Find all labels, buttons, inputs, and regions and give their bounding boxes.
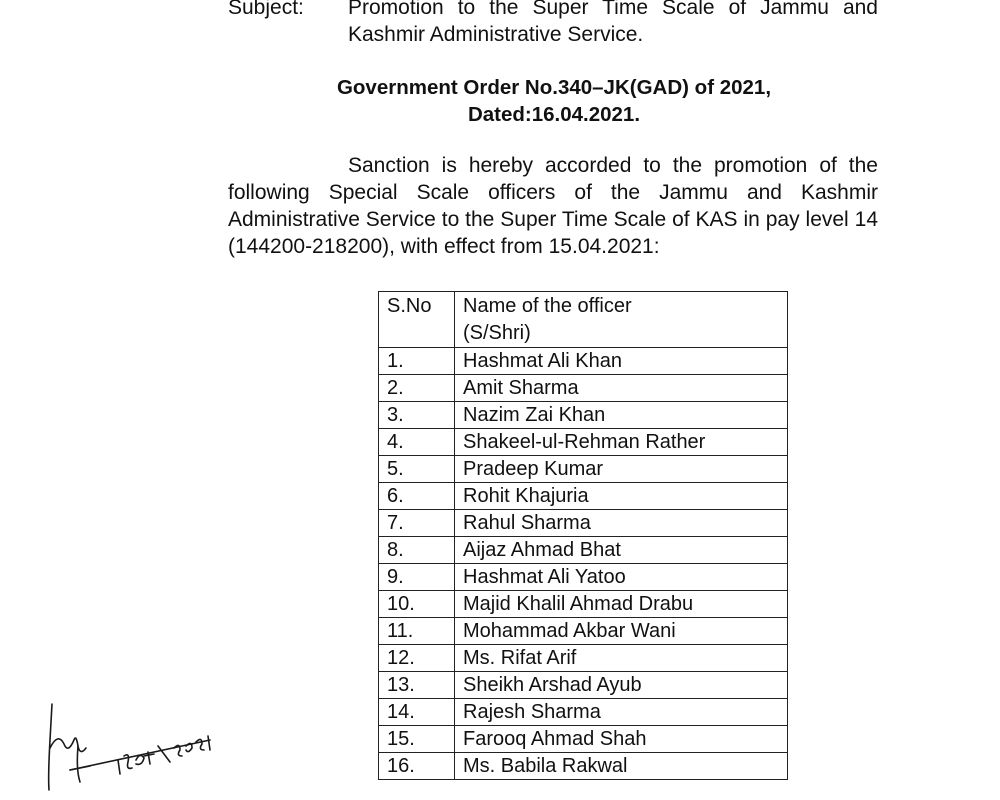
officer-sno: 11. — [379, 618, 455, 645]
officer-name: Hashmat Ali Yatoo — [455, 564, 788, 591]
table-row — [379, 348, 788, 375]
table-row — [379, 753, 788, 780]
officer-name: Mohammad Akbar Wani — [455, 618, 788, 645]
officer-name: Hashmat Ali Khan — [455, 348, 788, 375]
officer-sno: 8. — [379, 537, 455, 564]
officer-sno: 1. — [379, 348, 455, 375]
officer-sno: 7. — [379, 510, 455, 537]
table-row — [379, 402, 788, 429]
officer-sno: 12. — [379, 645, 455, 672]
officer-sno: 10. — [379, 591, 455, 618]
officer-sno: 6. — [379, 483, 455, 510]
table-row — [379, 537, 788, 564]
officer-name: Pradeep Kumar — [455, 456, 788, 483]
officer-name: Farooq Ahmad Shah — [455, 726, 788, 753]
officers-table — [378, 291, 788, 780]
officer-name: Amit Sharma — [455, 375, 788, 402]
handwritten-signature — [30, 690, 215, 795]
officer-name: Aijaz Ahmad Bhat — [455, 537, 788, 564]
officer-name: Ms. Babila Rakwal — [455, 753, 788, 780]
officer-sno: 5. — [379, 456, 455, 483]
sno-header: S.No — [379, 292, 455, 348]
table-row — [379, 699, 788, 726]
officer-sno: 9. — [379, 564, 455, 591]
table-row — [379, 429, 788, 456]
officer-sno: 3. — [379, 402, 455, 429]
officer-sno: 14. — [379, 699, 455, 726]
order-heading — [228, 74, 880, 128]
officer-sno: 15. — [379, 726, 455, 753]
officer-sno: 2. — [379, 375, 455, 402]
officer-name: Shakeel-ul-Rehman Rather — [455, 429, 788, 456]
order-number: Government Order No.340–JK(GAD) of 2021, — [336, 76, 772, 99]
table-header-row — [379, 292, 788, 348]
table-row — [379, 456, 788, 483]
order-date: Dated:16.04.2021. — [467, 103, 641, 126]
officer-name-header-line1: Name of the officer — [463, 295, 632, 317]
table-row — [379, 672, 788, 699]
subject-text: Promotion to the Super Time Scale of Jammu and Kashmir Administrative Service. — [348, 0, 878, 46]
table-row — [379, 375, 788, 402]
officer-name-header-line2: (S/Shri) — [463, 322, 531, 344]
table-row — [379, 564, 788, 591]
table-row — [379, 510, 788, 537]
officer-sno: 13. — [379, 672, 455, 699]
table-row — [379, 483, 788, 510]
officer-name: Ms. Rifat Arif — [455, 645, 788, 672]
subject-label: Subject: — [228, 0, 304, 19]
officer-name: Rajesh Sharma — [455, 699, 788, 726]
officer-name: Sheikh Arshad Ayub — [455, 672, 788, 699]
officer-name: Rahul Sharma — [455, 510, 788, 537]
sanction-paragraph: Sanction is hereby accorded to the promotion of the following Special Scale officers of the Jammu and Kashmir Administrative Service to the Super Time Scale of KAS in pay level 14 (144200-218200), with effect from 15.04.2021: — [228, 154, 878, 258]
table-row — [379, 618, 788, 645]
table-row — [379, 591, 788, 618]
table-row — [379, 645, 788, 672]
officer-sno: 4. — [379, 429, 455, 456]
officer-name-header — [455, 292, 788, 348]
officer-name: Rohit Khajuria — [455, 483, 788, 510]
officer-sno: 16. — [379, 753, 455, 780]
officer-name: Majid Khalil Ahmad Drabu — [455, 591, 788, 618]
officers-table-body — [379, 348, 788, 780]
officer-name: Nazim Zai Khan — [455, 402, 788, 429]
table-row — [379, 726, 788, 753]
